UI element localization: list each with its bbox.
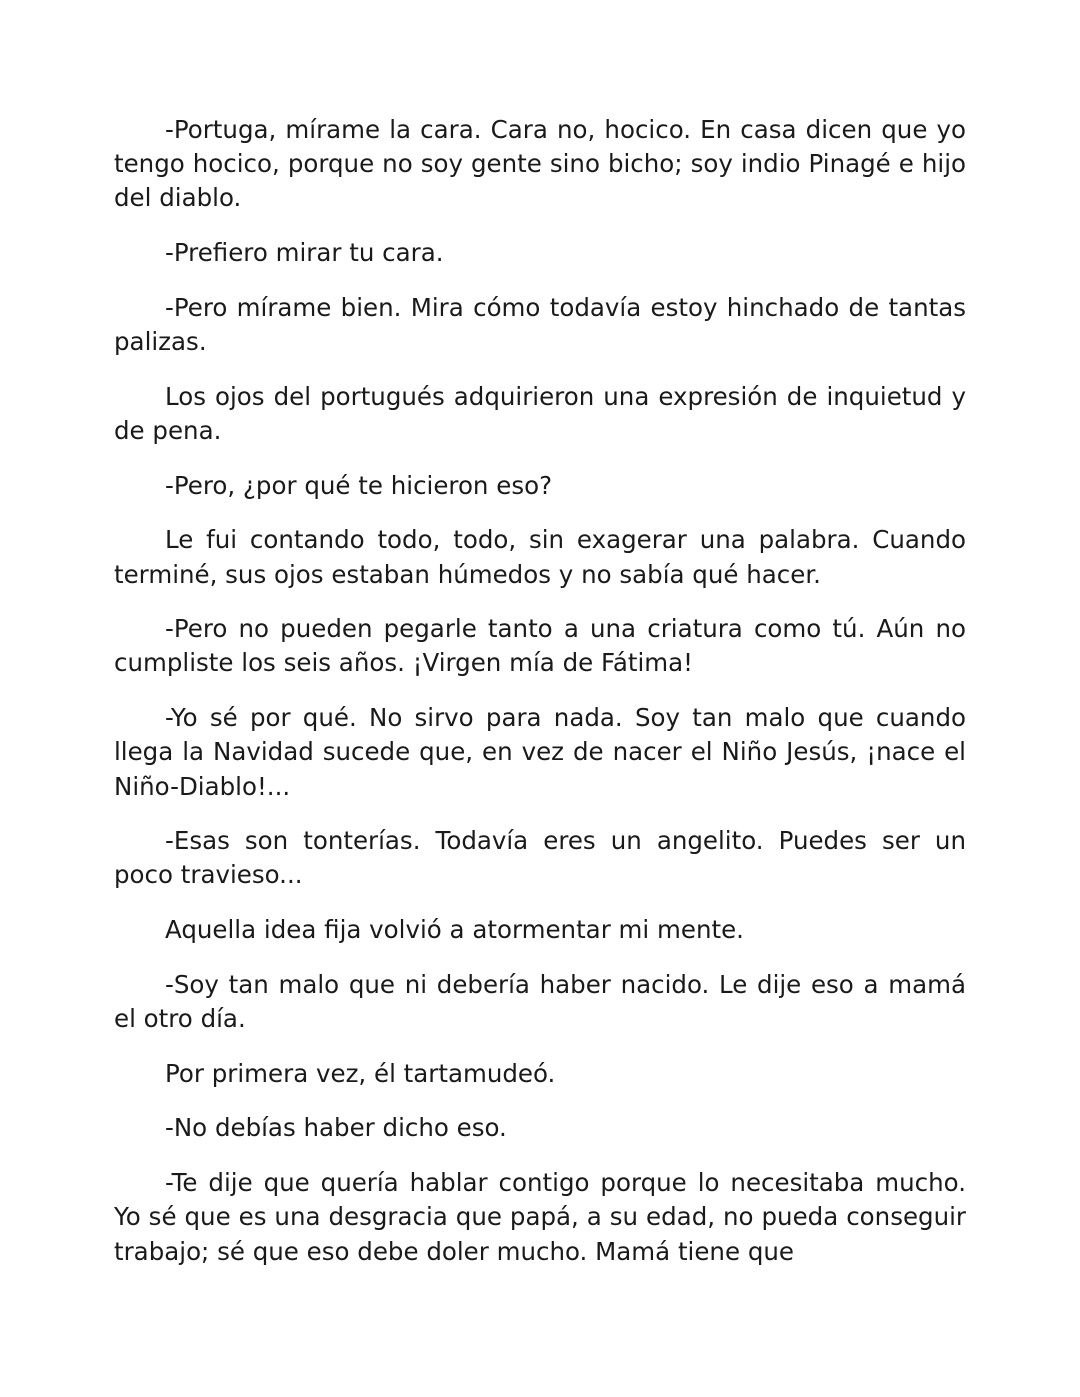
paragraph: -Yo sé por qué. No sirvo para nada. Soy tan malo que cuando llega la Navidad sucede que, en vez de nacer el Niño Jesús, ¡nace el Niño-Diablo!... <box>114 703 966 801</box>
paragraph: -No debías haber dicho eso. <box>165 1113 507 1143</box>
paragraph: -Te dije que quería hablar contigo porque lo necesitaba mucho. Yo sé que es una desgracia que papá, a su edad, no pueda conseguir trabajo; sé que eso debe doler mucho. Mamá tiene que <box>114 1168 966 1266</box>
paragraph: -Esas son tonterías. Todavía eres un angelito. Puedes ser un poco travieso... <box>114 826 966 890</box>
paragraph: -Portuga, mírame la cara. Cara no, hocico. En casa dicen que yo tengo hocico, porque no soy gente sino bicho; soy indio Pinagé e hijo del diablo. <box>114 115 966 213</box>
paragraph: -Pero, ¿por qué te hicieron eso? <box>165 470 553 500</box>
paragraph: -Soy tan malo que ni debería haber nacido. Le dije eso a mamá el otro día. <box>114 969 966 1034</box>
paragraph: Aquella idea fija volvió a atormentar mi mente. <box>165 915 744 945</box>
paragraph: Le fui contando todo, todo, sin exagerar una palabra. Cuando terminé, sus ojos estaban húmedos y no sabía qué hacer. <box>114 525 966 589</box>
paragraph: Los ojos del portugués adquirieron una expresión de inquietud y de pena. <box>114 381 966 445</box>
paragraph: -Pero no pueden pegarle tanto a una criatura como tú. Aún no cumpliste los seis años. ¡Virgen mía de Fátima! <box>114 614 966 678</box>
document-page <box>114 113 966 1269</box>
paragraph: -Pero mírame bien. Mira cómo todavía estoy hinchado de tantas palizas. <box>114 292 966 357</box>
paragraph: -Prefiero mirar tu cara. <box>165 238 444 268</box>
paragraph: Por primera vez, él tartamudeó. <box>165 1058 556 1088</box>
